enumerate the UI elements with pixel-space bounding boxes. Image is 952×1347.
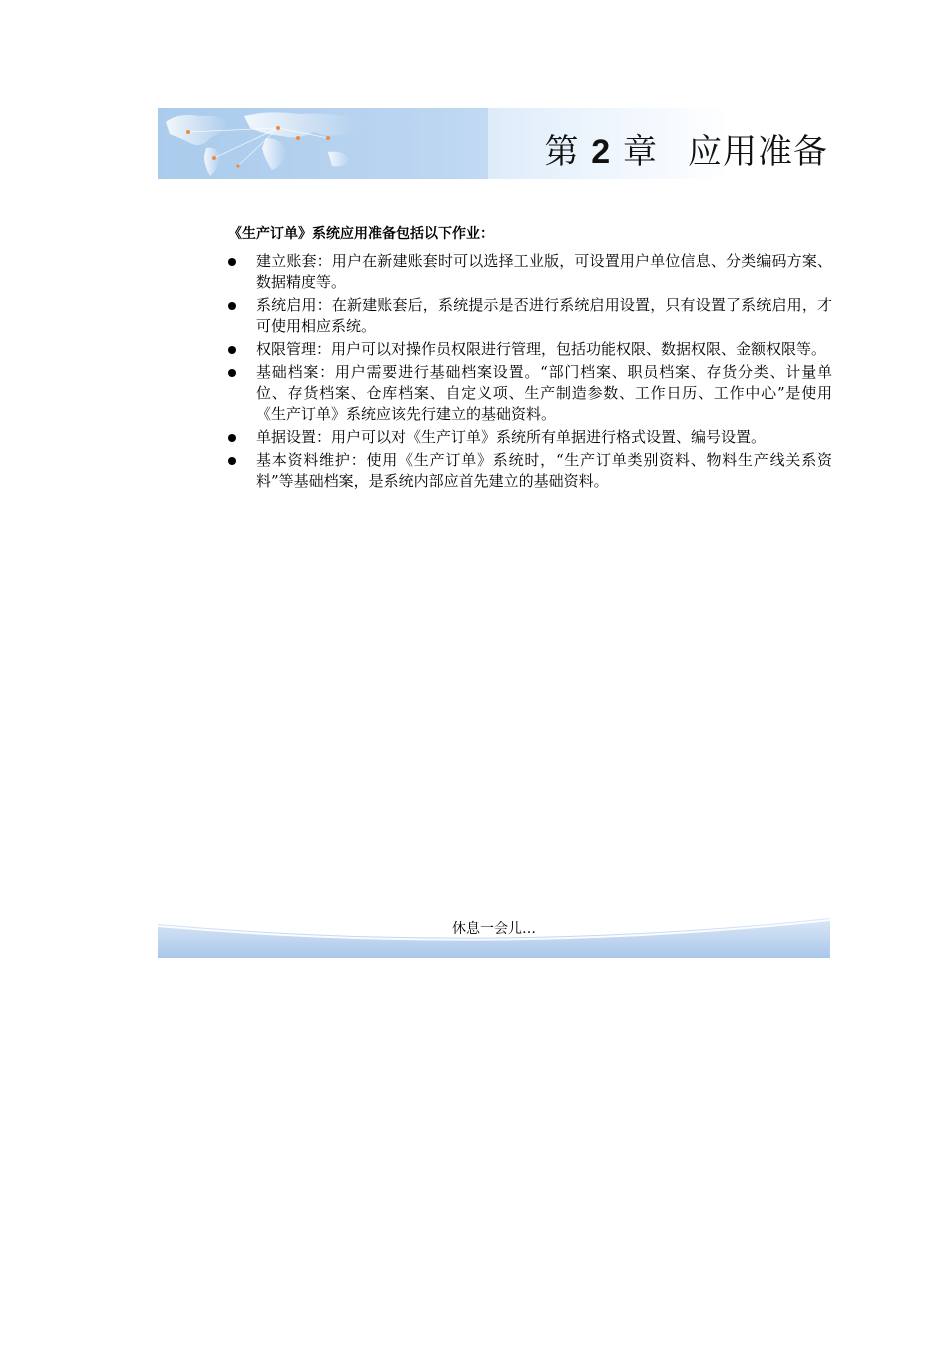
chapter-header-banner (158, 108, 830, 179)
list-item: 单据设置：用户可以对《生产订单》系统所有单据进行格式设置、编号设置。 (228, 427, 832, 448)
chapter-body (228, 224, 832, 494)
intro-text: 《生产订单》系统应用准备包括以下作业： (228, 226, 494, 242)
world-map-graphic (158, 108, 488, 179)
footer-banner (158, 912, 830, 958)
chapter-name: 应用准备 (688, 132, 828, 172)
list-item: 基础档案：用户需要进行基础档案设置。“部门档案、职员档案、存货分类、计量单位、存货档案、仓库档案、自定义项、生产制造参数、工作日历、工作中心”是使用《生产订单》系统应该先行建立的基础资料。 (228, 362, 832, 425)
footer-text: 休息一会儿… (452, 921, 536, 937)
preparation-list (228, 251, 832, 492)
list-item: 建立账套：用户在新建账套时可以选择工业版，可设置用户单位信息、分类编码方案、数据精度等。 (228, 251, 832, 293)
chapter-title (544, 124, 828, 173)
list-item: 权限管理：用户可以对操作员权限进行管理，包括功能权限、数据权限、金额权限等。 (228, 339, 832, 360)
chapter-prefix: 第 (544, 132, 580, 172)
list-item: 基本资料维护：使用《生产订单》系统时，“生产订单类别资料、物料生产线关系资料”等基础档案，是系统内部应首先建立的基础资料。 (228, 450, 832, 492)
list-item: 系统启用：在新建账套后，系统提示是否进行系统启用设置，只有设置了系统启用，才可使用相应系统。 (228, 295, 832, 337)
chapter-number: 2 (591, 133, 612, 171)
chapter-suffix: 章 (623, 132, 658, 172)
